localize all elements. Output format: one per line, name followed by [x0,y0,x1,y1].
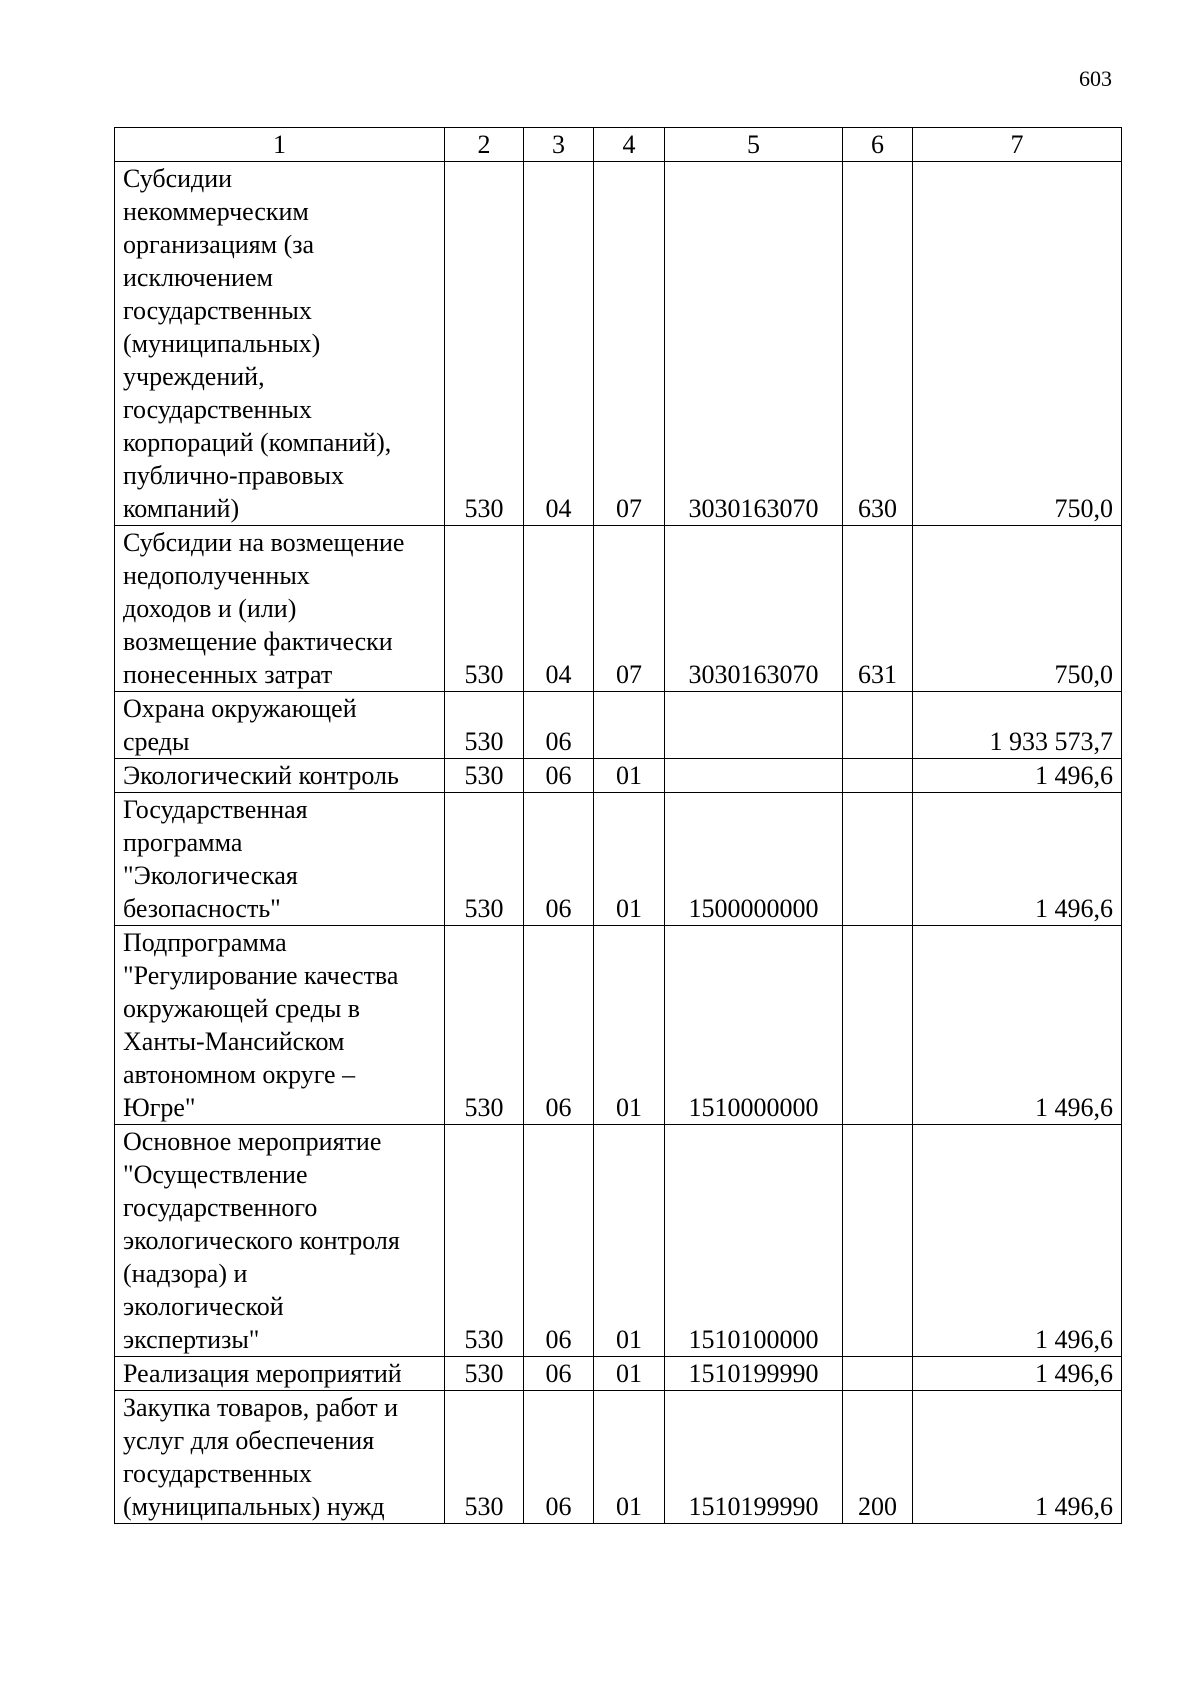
row-name-cell [115,1391,445,1524]
table-row [115,926,1122,1125]
cell-amount: 750,0 [913,162,1122,526]
table-row [115,1357,1122,1391]
cell-expense-type-code [843,692,913,759]
cell-expense-type-code: 200 [843,1391,913,1524]
row-name-line: экологического контроля [123,1226,400,1255]
table-row [115,759,1122,793]
cell-section-code: 04 [524,526,594,692]
row-name-line: государственных [123,395,312,424]
cell-section-code: 06 [524,1357,594,1391]
table-row [115,1125,1122,1357]
cell-target-article-code: 1510100000 [665,1125,843,1357]
header-row [115,128,1122,162]
cell-amount: 1 496,6 [913,759,1122,793]
row-name-line: Подпрограмма [123,928,287,957]
row-name-line: государственного [123,1193,318,1222]
row-name-line: Субсидии на возмещение [123,528,405,557]
row-name-line: "Регулирование качества [123,961,399,990]
row-name-line: окружающей среды в [123,994,361,1023]
cell-section-code: 06 [524,926,594,1125]
cell-subsection-code: 01 [594,759,665,793]
row-name-line: недополученных [123,561,310,590]
row-name-line: "Осуществление [123,1160,308,1189]
cell-target-article-code: 1510000000 [665,926,843,1125]
row-name-line: учреждений, [123,362,265,391]
row-name-line: Ханты-Мансийском [123,1027,345,1056]
row-name-line: Субсидии [123,164,233,193]
row-name-line: (муниципальных) нужд [123,1492,385,1521]
table-row [115,162,1122,526]
cell-subsection-code: 01 [594,926,665,1125]
cell-section-code: 06 [524,1391,594,1524]
row-name-line: Основное мероприятие [123,1127,382,1156]
cell-chapter-code: 530 [445,1125,524,1357]
row-name-line: публично-правовых [123,461,344,490]
cell-subsection-code: 01 [594,1125,665,1357]
row-name-line: услуг для обеспечения [123,1426,375,1455]
cell-amount: 750,0 [913,526,1122,692]
cell-amount: 1 933 573,7 [913,692,1122,759]
cell-expense-type-code [843,1125,913,1357]
row-name-line: организациям (за [123,230,315,259]
row-name-line: Охрана окружающей [123,694,357,723]
cell-target-article-code [665,759,843,793]
table-body [115,162,1122,1524]
row-name-line: Государственная [123,795,308,824]
row-name-cell [115,162,445,526]
cell-expense-type-code [843,759,913,793]
row-name-cell [115,759,445,793]
cell-chapter-code: 530 [445,759,524,793]
column-header-7: 7 [913,128,1122,162]
row-name-line: Югре" [123,1093,196,1122]
row-name-line: Экологический контроль [123,761,399,790]
row-name-cell [115,926,445,1125]
row-name-line: государственных [123,296,312,325]
table-header [115,128,1122,162]
row-name-line: понесенных затрат [123,660,333,689]
row-name-line: некоммерческим [123,197,309,226]
column-header-5: 5 [665,128,843,162]
cell-section-code: 06 [524,1125,594,1357]
cell-subsection-code: 01 [594,1357,665,1391]
column-header-2: 2 [445,128,524,162]
row-name-line: возмещение фактически [123,627,393,656]
cell-section-code: 06 [524,793,594,926]
column-header-6: 6 [843,128,913,162]
row-name-line: (надзора) и [123,1259,248,1288]
row-name-line: безопасность" [123,894,281,923]
row-name-line: автономном округе – [123,1060,356,1089]
row-name-line: компаний) [123,494,240,523]
row-name-line: среды [123,727,190,756]
table-row [115,793,1122,926]
table-row [115,1391,1122,1524]
row-name-line: "Экологическая [123,861,298,890]
row-name-line: (муниципальных) [123,329,321,358]
cell-amount: 1 496,6 [913,793,1122,926]
page-number: 603 [1079,66,1112,91]
row-name-line: Закупка товаров, работ и [123,1393,398,1422]
budget-table [114,127,1122,1524]
cell-target-article-code: 3030163070 [665,162,843,526]
cell-chapter-code: 530 [445,926,524,1125]
column-header-1: 1 [115,128,445,162]
row-name-line: Реализация мероприятий [123,1359,402,1388]
table-row [115,692,1122,759]
cell-chapter-code: 530 [445,526,524,692]
cell-subsection-code: 07 [594,162,665,526]
cell-section-code: 04 [524,162,594,526]
row-name-cell [115,526,445,692]
cell-amount: 1 496,6 [913,1125,1122,1357]
cell-amount: 1 496,6 [913,1391,1122,1524]
cell-target-article-code: 1500000000 [665,793,843,926]
row-name-line: государственных [123,1459,312,1488]
cell-target-article-code: 3030163070 [665,526,843,692]
cell-subsection-code [594,692,665,759]
table-row [115,526,1122,692]
cell-expense-type-code [843,1357,913,1391]
cell-subsection-code: 01 [594,1391,665,1524]
row-name-line: исключением [123,263,273,292]
cell-expense-type-code: 631 [843,526,913,692]
row-name-line: доходов и (или) [123,594,297,623]
row-name-line: корпораций (компаний), [123,428,392,457]
cell-expense-type-code [843,793,913,926]
row-name-cell [115,692,445,759]
cell-amount: 1 496,6 [913,926,1122,1125]
column-header-4: 4 [594,128,665,162]
row-name-cell [115,1125,445,1357]
cell-expense-type-code: 630 [843,162,913,526]
cell-section-code: 06 [524,759,594,793]
cell-amount: 1 496,6 [913,1357,1122,1391]
cell-target-article-code: 1510199990 [665,1391,843,1524]
column-header-3: 3 [524,128,594,162]
cell-chapter-code: 530 [445,1357,524,1391]
cell-chapter-code: 530 [445,162,524,526]
row-name-cell [115,793,445,926]
cell-section-code: 06 [524,692,594,759]
row-name-line: программа [123,828,243,857]
cell-target-article-code [665,692,843,759]
cell-chapter-code: 530 [445,793,524,926]
cell-subsection-code: 01 [594,793,665,926]
row-name-line: экологической [123,1292,284,1321]
row-name-line: экспертизы" [123,1325,260,1354]
cell-target-article-code: 1510199990 [665,1357,843,1391]
cell-subsection-code: 07 [594,526,665,692]
cell-chapter-code: 530 [445,1391,524,1524]
row-name-cell [115,1357,445,1391]
cell-expense-type-code [843,926,913,1125]
cell-chapter-code: 530 [445,692,524,759]
